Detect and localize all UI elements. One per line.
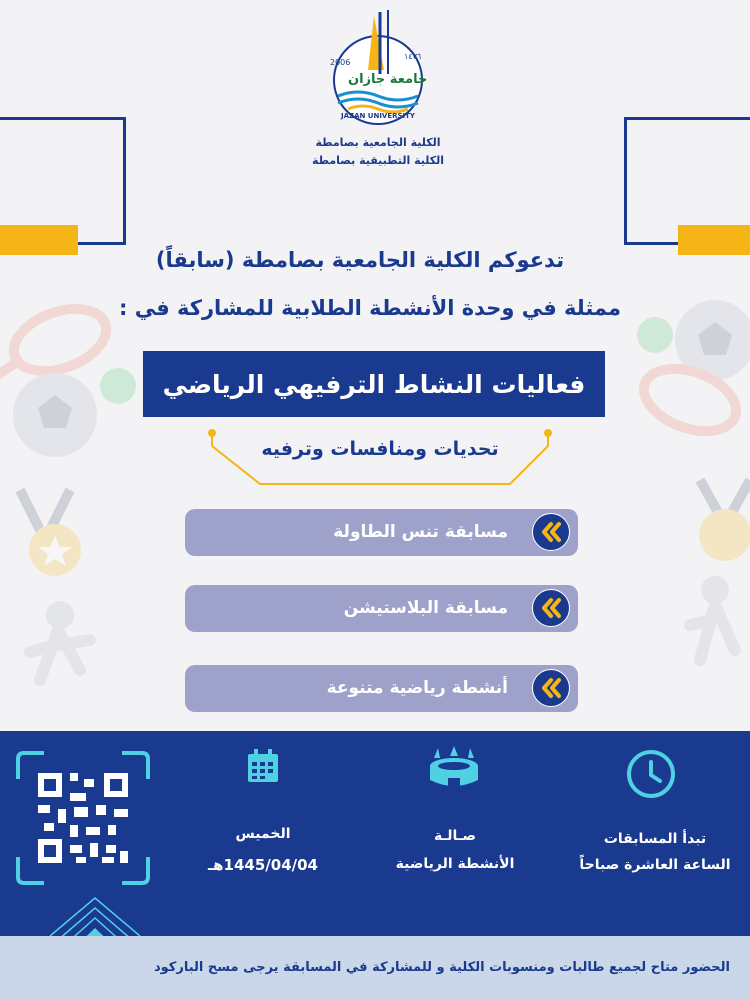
clock-icon — [625, 748, 677, 800]
start-time: الساعة العاشرة صباحاً — [579, 857, 731, 873]
stadium-icon — [428, 746, 480, 790]
university-name-en: JAZAN UNIVERSITY — [340, 112, 416, 120]
activity-item-table-tennis — [185, 509, 578, 556]
footer-note: الحضور متاح لجميع طالبات ومنسوبات الكلية و للمشاركة في المسابقة يرجى مسح الباركود — [153, 960, 730, 975]
invitation-line-1: تدعوكم الكلية الجامعية بصامطة (سابقاً) — [155, 248, 565, 272]
double-chevron-left-icon — [532, 589, 570, 627]
start-label: تبدأ المسابقات — [603, 831, 707, 847]
gregorian-year: 2006 — [330, 58, 351, 67]
activity-item-various-sports — [185, 665, 578, 712]
event-date: 1445/04/04هـ — [208, 856, 318, 874]
venue-name: الأنشطة الرياضية — [395, 856, 515, 872]
yellow-bar-right — [678, 225, 750, 255]
event-title: فعاليات النشاط الترفيهي الرياضي — [143, 351, 605, 417]
decorative-sports-right — [620, 300, 750, 700]
yellow-bar-left — [0, 225, 78, 255]
footer-bar — [0, 936, 750, 1000]
activity-label: مسابقة البلاستيشن — [343, 598, 508, 618]
event-day: الخميس — [235, 826, 291, 842]
double-chevron-left-icon — [532, 513, 570, 551]
college-name-2: الكلية التطبيقية بصامطة — [311, 154, 445, 167]
calendar-icon — [246, 748, 280, 784]
subtitle: تحديات ومنافسات وترفيه — [261, 438, 499, 460]
college-name-1: الكلية الجامعية بصامطة — [315, 136, 441, 149]
invitation-line-2: ممثلة في وحدة الأنشطة الطلابية للمشاركة في : — [118, 296, 622, 320]
hijri-year: ١٤٣٦ — [404, 52, 422, 61]
double-chevron-left-icon — [532, 669, 570, 707]
university-logo — [311, 8, 445, 173]
qr-code-icon[interactable] — [14, 749, 152, 887]
emblem-calligraphy: جامعة جازان — [348, 72, 428, 87]
activity-label: مسابقة تنس الطاولة — [333, 522, 508, 542]
venue-hall: صـالـة — [433, 828, 477, 844]
subtitle-block — [200, 428, 560, 488]
university-emblem — [318, 8, 438, 128]
activity-label: أنشطة رياضية متنوعة — [326, 678, 508, 698]
decorative-sports-left — [0, 300, 140, 720]
activity-item-playstation — [185, 585, 578, 632]
info-band — [0, 731, 750, 936]
